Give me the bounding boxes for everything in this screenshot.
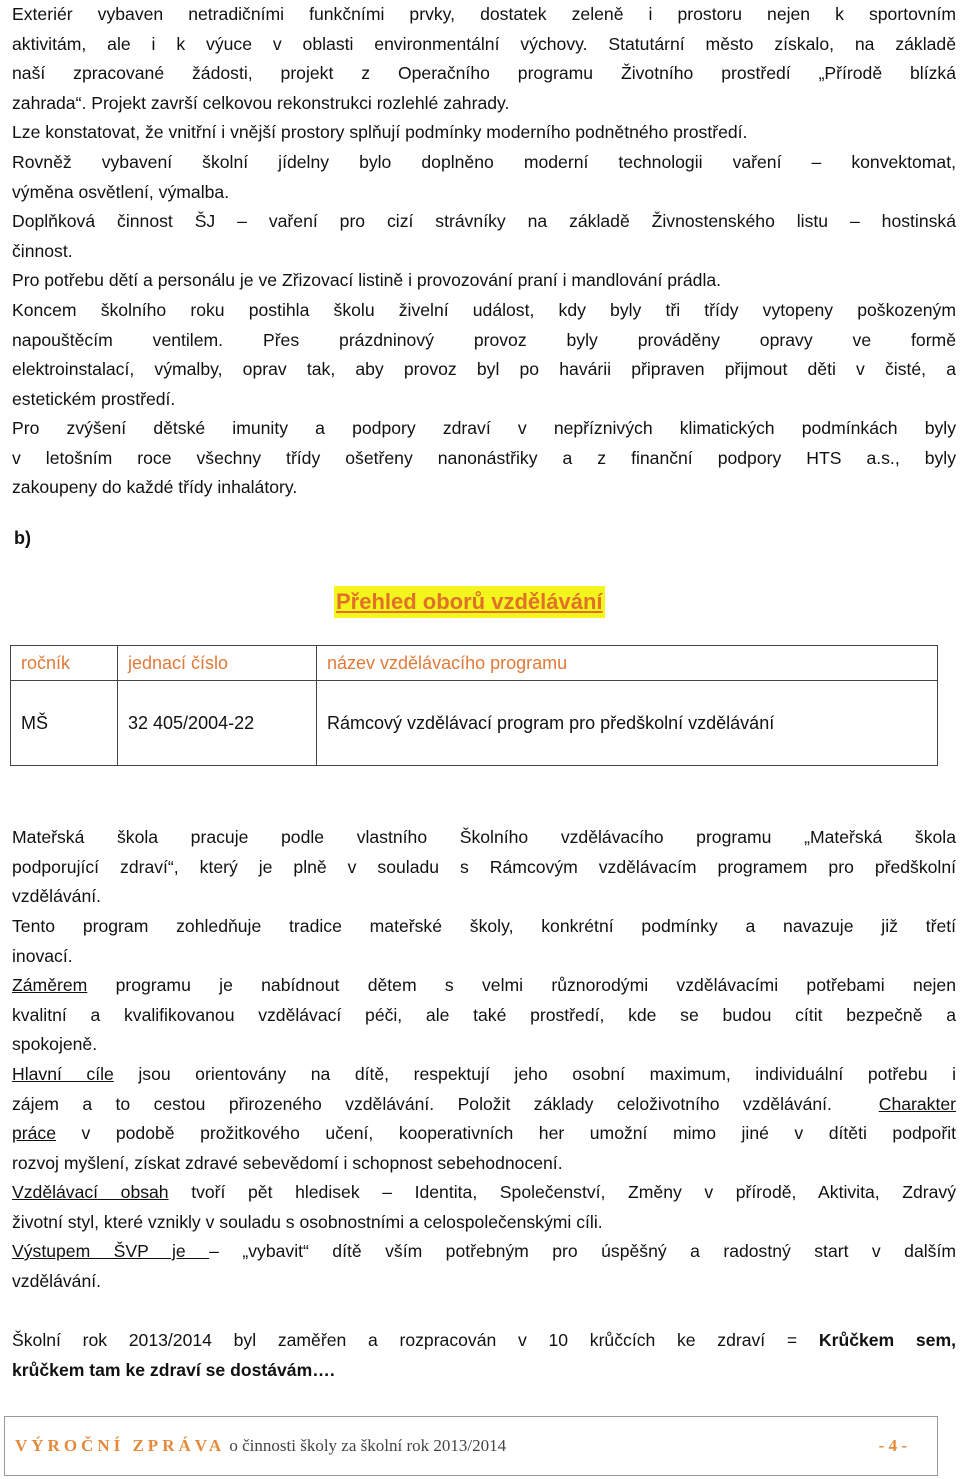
text-line: vzdělávání. xyxy=(12,886,101,907)
text-line xyxy=(12,1060,956,1090)
underlined-term: Vzdělávací obsah xyxy=(12,1182,169,1202)
page-number: - 4 - xyxy=(878,1436,907,1455)
text-line: inovací. xyxy=(12,945,73,966)
text-line: výměna osvětlení, výmalba. xyxy=(12,181,230,202)
paragraph-tradice xyxy=(12,912,956,971)
paragraph-havarie xyxy=(12,296,956,414)
text-line: Mateřská škola pracuje podle vlastního Školního vzdělávacího programu „Mateřská škola xyxy=(12,827,956,847)
underlined-term: práce xyxy=(12,1123,57,1144)
footer-title: VÝROČNÍ ZPRÁVA xyxy=(15,1436,226,1455)
text-line: estetickém prostředí. xyxy=(12,388,176,409)
paragraph-doplnkova-cinnost xyxy=(12,207,956,266)
text-line: krůčkem tam ke zdraví se dostávám…. xyxy=(12,1359,335,1380)
text-line xyxy=(12,1326,956,1356)
text-line xyxy=(12,1237,956,1267)
text-line: Pro zvýšení dětské imunity a podpory zdraví v nepříznivých klimatických podmínkách byly xyxy=(12,418,956,438)
text-line: Pro potřebu dětí a personálu je ve Zřizovací listině i provozování praní i mandlování prádla. xyxy=(12,270,722,290)
paragraph-imunita xyxy=(12,414,956,503)
text-run: – „vybavit“ dítě vším potřebným pro úspěšný a radostný start v dalším xyxy=(209,1241,956,1261)
text-line: podporující zdraví“, který je plně v souladu s Rámcovým vzdělávacím programem pro předškolní xyxy=(12,856,956,877)
text-line: v letošním roce všechny třídy ošetřeny nanonástřiky a z finanční podpory HTS a.s., byly xyxy=(12,447,956,468)
table-row xyxy=(11,681,938,766)
text-run: programu je nabídnout dětem s velmi různorodými vzdělávacími potřebami nejen xyxy=(87,975,956,995)
text-run: Školní rok 2013/2014 byl zaměřen a rozpracován v 10 krůčcích ke zdraví = xyxy=(12,1330,819,1350)
text-line: Tento program zohledňuje tradice mateřské školy, konkrétní podmínky a navazuje již třetí xyxy=(12,916,956,936)
footer-left xyxy=(15,1436,506,1456)
table-cell: MŠ xyxy=(11,681,118,766)
text-line: životní styl, které vznikly v souladu s osobnostními a celospolečenskými cíli. xyxy=(12,1211,603,1232)
paragraph-vystup xyxy=(12,1237,956,1296)
text-line xyxy=(12,971,956,1001)
text-line: Rovněž vybavení školní jídelny bylo doplněno moderní technologii vaření – konvektomat, xyxy=(12,152,956,172)
footer-subtitle: o činnosti školy za školní rok 2013/2014 xyxy=(229,1436,507,1455)
underlined-term: Výstupem ŠVP je xyxy=(12,1241,210,1261)
text-line: rozvoj myšlení, získat zdravé sebevědomí i schopnost sebehodnocení. xyxy=(12,1152,563,1173)
table-cell: 32 405/2004-22 xyxy=(118,681,317,766)
text-line xyxy=(12,1119,956,1149)
text-line: naší zpracované žádosti, projekt z Operačního programu Životního prostředí „Přírodě blízká xyxy=(12,63,956,84)
paragraph-exterior xyxy=(12,0,956,118)
underlined-term: Hlavní cíle xyxy=(12,1064,114,1084)
text-run: v podobě prožitkového učení, kooperativních her umožní mimo jiné v dítěti podpořit xyxy=(56,1123,956,1144)
underlined-term: Záměrem xyxy=(12,975,88,995)
obory-table xyxy=(10,645,938,766)
underlined-term: Charakter xyxy=(878,1093,956,1114)
paragraph-jidelna xyxy=(12,148,956,207)
text-line: Doplňková činnost ŠJ – vaření pro cizí strávníky na základě Živnostenského listu – hostinská xyxy=(12,211,956,231)
text-line: činnost. xyxy=(12,240,73,261)
text-line: Lze konstatovat, že vnitřní i vnější prostory splňují podmínky moderního podnětného prostředí. xyxy=(12,122,748,142)
section-title: Přehled oborů vzdělávání xyxy=(334,586,605,618)
column-header: jednací číslo xyxy=(118,646,317,681)
text-line: napouštěcím ventilem. Přes prázdninový provoz byly prováděny opravy ve formě xyxy=(12,329,956,350)
column-header: ročník xyxy=(11,646,118,681)
paragraph-kruckem xyxy=(12,1326,956,1385)
text-run: tvoří pět hledisek – Identita, Společenství, Změny v přírodě, Aktivita, Zdravý xyxy=(168,1182,956,1202)
table-cell: Rámcový vzdělávací program pro předškolní vzdělávání xyxy=(317,681,938,766)
text-run: zájem a to cestou přirozeného vzdělávání. Položit základy celoživotního vzdělávání. xyxy=(12,1093,879,1114)
text-line xyxy=(12,1090,956,1120)
text-line: elektroinstalací, výmalby, oprav tak, aby provoz byl po havárii připraven přijmout děti v čisté, a xyxy=(12,359,956,380)
paragraph-zamer xyxy=(12,971,956,1060)
text-run: jsou orientovány na dítě, respektují jeho osobní maximum, individuální potřebu i xyxy=(113,1064,956,1084)
text-line: kvalitní a kvalifikovanou vzdělávací péči, ale také prostředí, kde se budou cítit bezpečně a xyxy=(12,1004,956,1025)
bold-text: Krůčkem sem, xyxy=(818,1330,956,1350)
section-label: b) xyxy=(14,528,31,548)
text-line: zahrada“. Projekt završí celkovou rekonstrukci rozlehlé zahrady. xyxy=(12,92,510,113)
paragraph-prostory xyxy=(12,118,956,148)
text-line: aktivitám, ale i k výuce v oblasti environmentální výchovy. Statutární město získalo, na základě xyxy=(12,33,956,54)
paragraph-obsah xyxy=(12,1178,956,1237)
paragraph-cile xyxy=(12,1060,956,1178)
paragraph-svp xyxy=(12,823,956,912)
table-header-row xyxy=(11,646,938,681)
text-line: spokojeně. xyxy=(12,1034,98,1055)
text-line xyxy=(12,1178,956,1208)
text-line: Exteriér vybaven netradičními funkčními prvky, dostatek zeleně i prostoru nejen k sportovním xyxy=(12,4,956,24)
column-header: název vzdělávacího programu xyxy=(317,646,938,681)
text-line: Koncem školního roku postihla školu živelní událost, kdy byly tři třídy vytopeny poškozeným xyxy=(12,300,956,320)
page-footer xyxy=(4,1416,938,1476)
paragraph-prani xyxy=(12,266,956,296)
text-line: vzdělávání. xyxy=(12,1270,101,1291)
text-line: zakoupeny do každé třídy inhalátory. xyxy=(12,477,298,498)
